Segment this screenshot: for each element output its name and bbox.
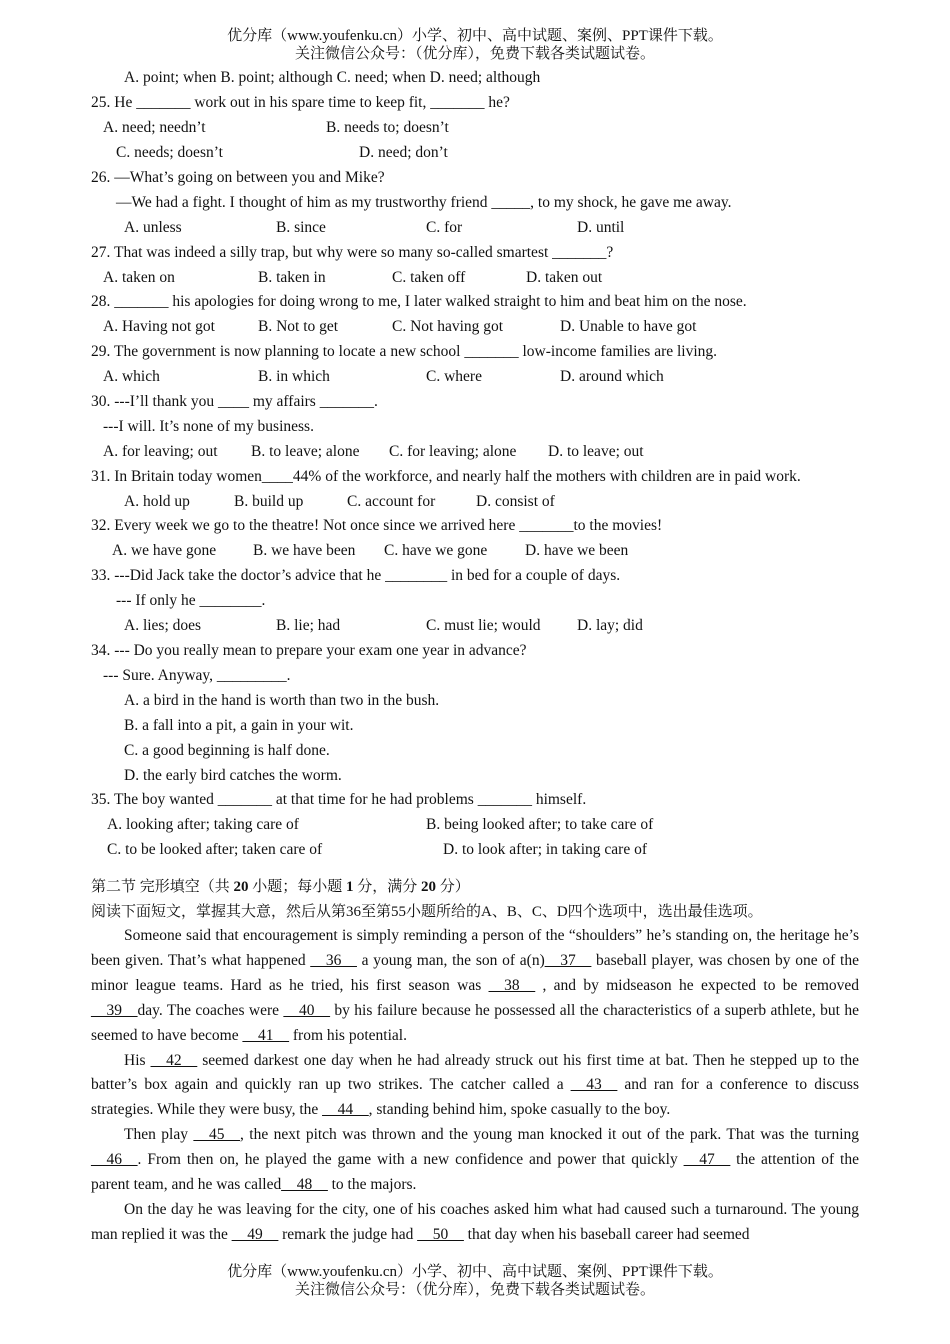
q29-stem: 29. The government is now planning to locate a new school _______ low-income families are living. [91, 343, 718, 360]
q31-option-b: B. build up [234, 493, 304, 510]
q28-option-b: B. Not to get [258, 318, 339, 335]
header-line-2: 关注微信公众号：（优分库），免费下载各类试题试卷。 [294, 46, 655, 62]
blank-37: __37__ [544, 951, 592, 969]
page-footer [0, 1263, 950, 1299]
header-line-1: 优分库（www.youfenku.cn）小学、初中、高中试题、案例、PPT课件下载。 [227, 28, 723, 44]
q27-option-a: A. taken on [103, 269, 175, 286]
q31-option-a: A. hold up [124, 493, 190, 510]
q35-option-c: C. to be looked after; taken care of [107, 841, 323, 858]
blank-40: __40__ [283, 1001, 330, 1019]
q26-option-b: B. since [276, 219, 326, 236]
q35-option-b: B. being looked after; to take care of [426, 816, 654, 833]
section-2-instruction: 阅读下面短文，掌握其大意，然后从第36至第55小题所给的A、B、C、D四个选项中，选出最佳选项。 [91, 904, 763, 920]
q34-option-d: D. the early bird catches the worm. [124, 767, 342, 784]
blank-45: __45__ [193, 1126, 240, 1144]
q30-stem-2: ---I will. It’s none of my business. [103, 418, 314, 435]
q33-stem-2: --- If only he ________. [116, 592, 266, 609]
q33-option-a: A. lies; does [124, 617, 202, 634]
q29-option-a: A. which [103, 368, 160, 385]
blank-36: __36__ [310, 951, 357, 969]
q32-option-a: A. we have gone [112, 542, 217, 559]
q31-option-d: D. consist of [476, 493, 555, 510]
cloze-passage [91, 924, 859, 1248]
q28-option-a: A. Having not got [103, 318, 215, 335]
q26-option-a: A. unless [124, 219, 182, 236]
q35-stem: 35. The boy wanted _______ at that time for he had problems _______ himself. [91, 791, 587, 808]
blank-50: __50__ [417, 1225, 464, 1243]
q26-option-c: C. for [426, 219, 463, 236]
q28-stem: 28. _______ his apologies for doing wrong to me, I later walked straight to him and beat him on the nose. [91, 293, 747, 310]
q27-option-b: B. taken in [258, 269, 326, 286]
passage-paragraph-3: Then play __45__, the next pitch was thrown and the young man knocked it out of the park. That was the turning __46__. From then on, he played the game with a new confidence and power that quickly __47__ the attention of the parent team, and he was called__48__ to the majors. [91, 1126, 859, 1194]
q30-option-b: B. to leave; alone [251, 443, 360, 460]
q34-stem-2: --- Sure. Anyway, _________. [103, 667, 291, 684]
q34-option-a: A. a bird in the hand is worth than two in the bush. [124, 692, 440, 709]
footer-line-2: 关注微信公众号：（优分库），免费下载各类试题试卷。 [294, 1282, 655, 1298]
blank-47: __47__ [683, 1151, 731, 1169]
blank-49: __49__ [231, 1225, 279, 1243]
blank-43: __43__ [570, 1076, 618, 1094]
q29-option-d: D. around which [560, 368, 664, 385]
q25-option-d: D. need; don’t [359, 144, 448, 161]
q25-stem: 25. He _______ work out in his spare time to keep fit, _______ he? [91, 94, 510, 111]
q27-option-d: D. taken out [526, 269, 603, 286]
blank-41: __41__ [242, 1026, 289, 1044]
passage-paragraph-1: Someone said that encouragement is simply reminding a person of the “shoulders” he’s standing on, the heritage he’s been given. That’s what happened __36__ a young man, the son of a(n)__37__ baseball player, was chosen by one of the minor league teams. Hard as he tried, his first season was __38__ , and by midseason he expected to be removed __39__day. The coaches were __40__ by his failure because he possessed all the characteristics of a superb athlete, but he seemed to have become __41__ from his potential. [91, 927, 860, 1044]
q28-option-c: C. Not having got [392, 318, 504, 335]
blank-44: __44__ [322, 1101, 369, 1119]
q31-stem: 31. In Britain today women____44% of the workforce, and nearly half the mothers with children are in paid work. [91, 468, 801, 485]
page-header [0, 27, 950, 63]
q33-option-b: B. lie; had [276, 617, 341, 634]
section-2-title: 第二节 完形填空（共 20 小题；每小题 1 分，满分 20 分） [91, 879, 470, 895]
q28-option-d: D. Unable to have got [560, 318, 697, 335]
q32-stem: 32. Every week we go to the theatre! Not once since we arrived here _______to the movies! [91, 517, 663, 534]
q26-option-d: D. until [577, 219, 625, 236]
q34-option-c: C. a good beginning is half done. [124, 742, 330, 759]
q30-option-c: C. for leaving; alone [389, 443, 517, 460]
passage-paragraph-2: His __42__ seemed darkest one day when he had already struck out his first time at bat. Then he stepped up to the batter’s box again and quickly ran up two strikes. The catcher called a __43__ and ran for a conference to discuss strategies. While they were busy, the __44__, standing behind him, spoke casually to the boy. [91, 1051, 859, 1119]
q30-option-a: A. for leaving; out [103, 443, 218, 460]
q33-option-d: D. lay; did [577, 617, 643, 634]
q32-option-d: D. have we been [525, 542, 629, 559]
footer-line-1: 优分库（www.youfenku.cn）小学、初中、高中试题、案例、PPT课件下载。 [227, 1264, 723, 1280]
q33-option-c: C. must lie; would [426, 617, 541, 634]
q24-options: A. point; when B. point; although C. need; when D. need; although [124, 69, 541, 86]
q25-option-c: C. needs; doesn’t [116, 144, 223, 161]
q35-option-a: A. looking after; taking care of [107, 816, 299, 833]
q27-option-c: C. taken off [392, 269, 466, 286]
blank-46: __46__ [91, 1151, 138, 1169]
q26-stem-2: —We had a fight. I thought of him as my trustworthy friend _____, to my shock, he gave me away. [116, 194, 732, 211]
q30-option-d: D. to leave; out [548, 443, 644, 460]
q32-option-b: B. we have been [253, 542, 356, 559]
q31-option-c: C. account for [347, 493, 436, 510]
q30-stem: 30. ---I’ll thank you ____ my affairs _______. [91, 393, 378, 410]
q29-option-b: B. in which [258, 368, 330, 385]
q29-option-c: C. where [426, 368, 482, 385]
q26-stem: 26. —What’s going on between you and Mike? [91, 169, 385, 186]
q27-stem: 27. That was indeed a silly trap, but why were so many so-called smartest _______? [91, 244, 614, 261]
q25-option-b: B. needs to; doesn’t [326, 119, 449, 136]
q25-option-a: A. need; needn’t [103, 119, 206, 136]
blank-42: __42__ [150, 1051, 198, 1069]
q33-stem: 33. ---Did Jack take the doctor’s advice that he ________ in bed for a couple of days. [91, 567, 621, 584]
blank-38: __38__ [488, 976, 536, 994]
blank-39: __39__ [91, 1001, 138, 1019]
q34-stem: 34. --- Do you really mean to prepare your exam one year in advance? [91, 642, 527, 659]
q35-option-d: D. to look after; in taking care of [443, 841, 648, 858]
blank-48: __48__ [281, 1176, 328, 1194]
q34-option-b: B. a fall into a pit, a gain in your wit. [124, 717, 354, 734]
q32-option-c: C. have we gone [384, 542, 488, 559]
passage-paragraph-4: On the day he was leaving for the city, one of his coaches asked him what had caused such a turnaround. The young man replied it was the __49__ remark the judge had __50__ that day when his baseball career had seemed [91, 1200, 859, 1243]
